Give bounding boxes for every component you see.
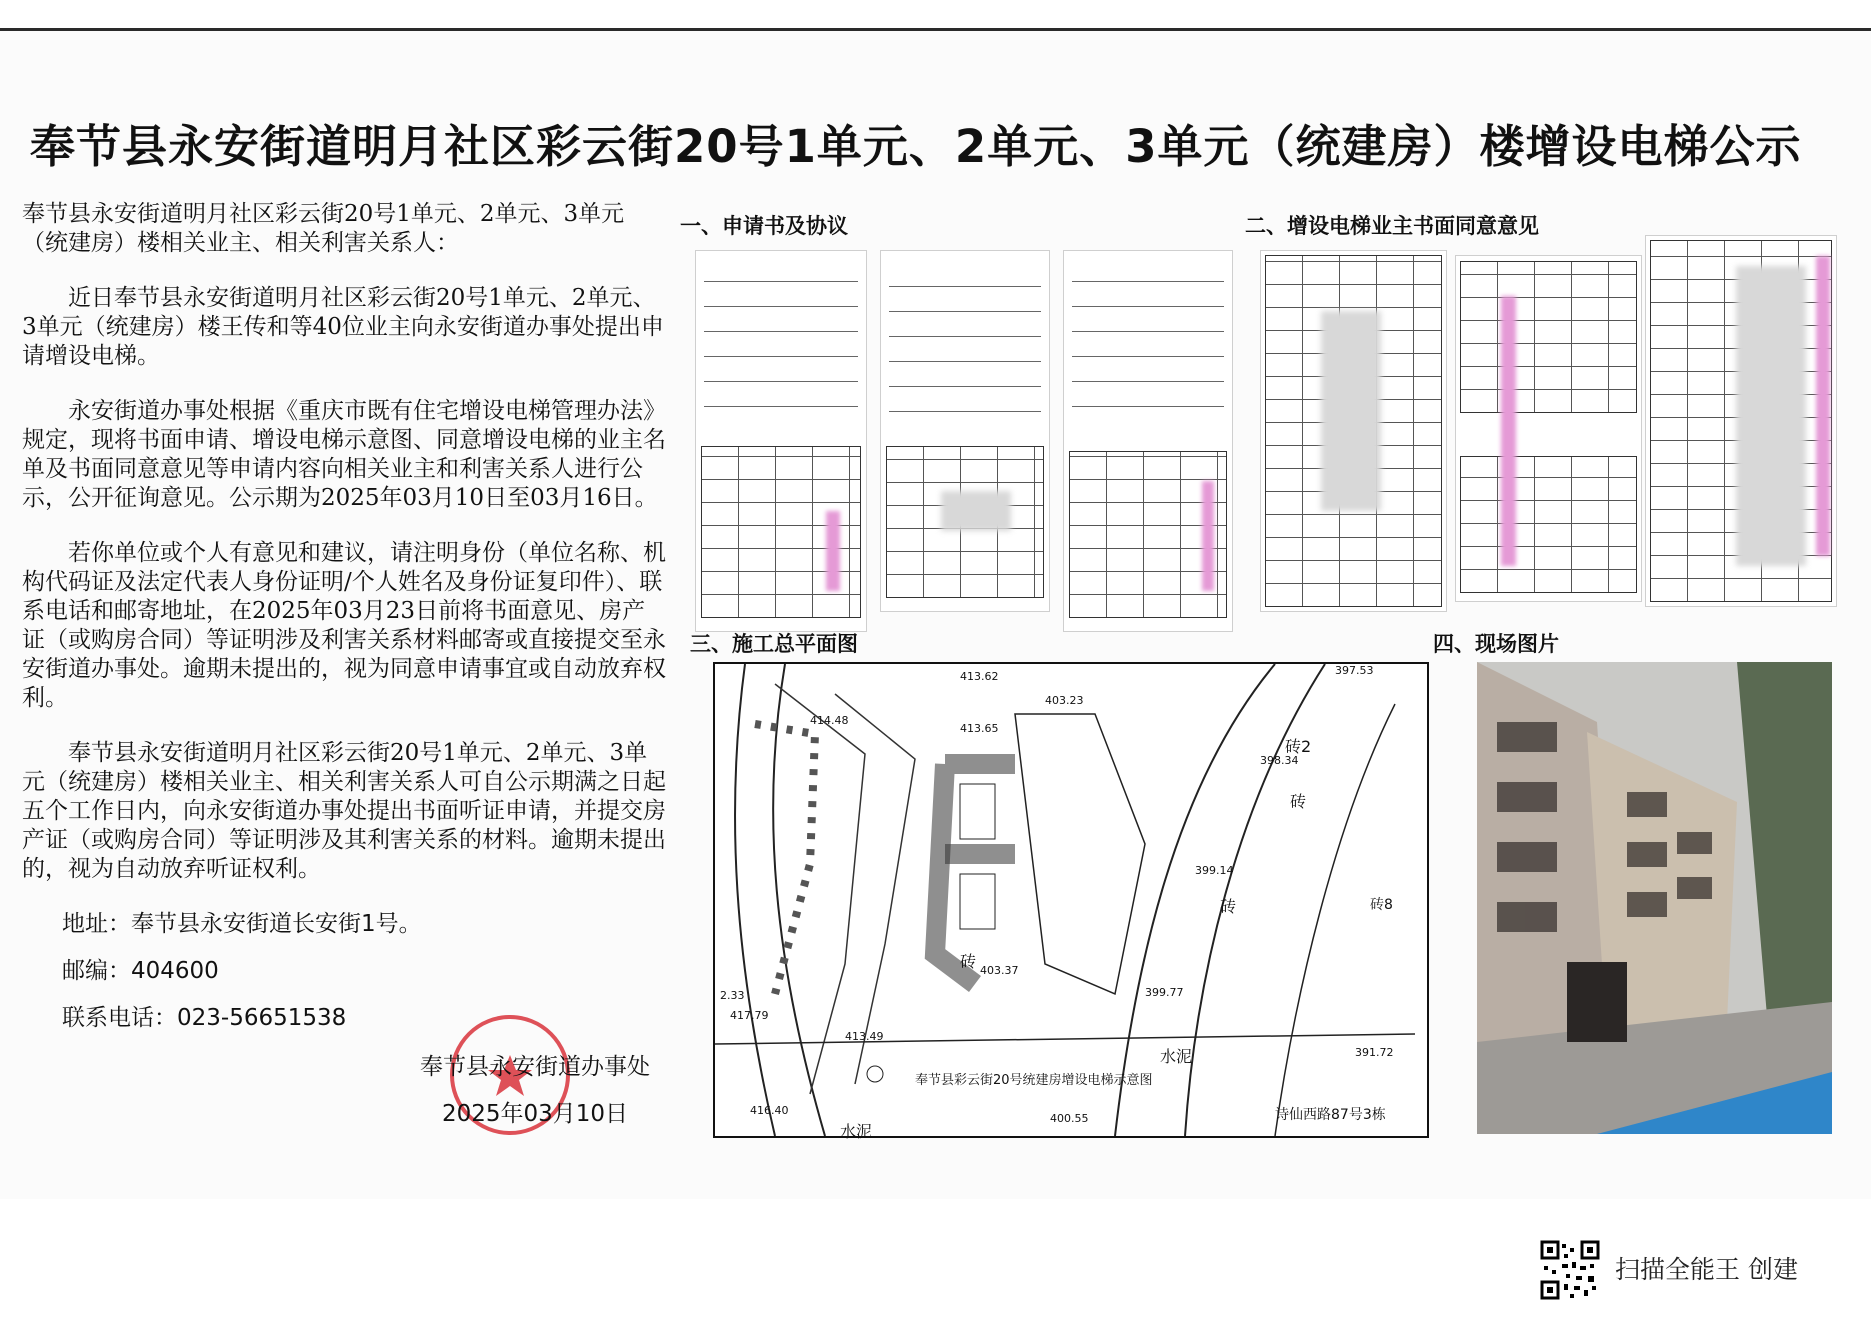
plan-elevation: 397.53: [1335, 664, 1374, 677]
section-title-consent: 二、增设电梯业主书面同意意见: [1245, 214, 1539, 238]
plan-material-label-2: 水泥: [840, 1122, 873, 1141]
section-title-site-photo: 四、现场图片: [1433, 632, 1559, 656]
plan-road-label: 诗仙西路87号3栋: [1275, 1107, 1386, 1123]
application-page-3: [1063, 250, 1233, 632]
plan-elevation: 417.79: [730, 1009, 769, 1022]
plan-elevation: 403.23: [1045, 694, 1084, 707]
plan-elevation: 413.65: [960, 722, 999, 735]
qr-code-icon: [1540, 1240, 1600, 1300]
section-title-site-plan: 三、施工总平面图: [690, 632, 858, 656]
application-page-1: [695, 250, 867, 632]
notice-paragraph-2: 永安街道办事处根据《重庆市既有住宅增设电梯管理办法》规定，现将书面申请、增设电梯示意图、同意增设电梯的业主名单及书面同意意见等申请内容向相关业主和利害关系人进行公示，公开征询意见。公示期为2025年03月10日至03月16日。: [22, 398, 666, 511]
plan-caption: 奉节县彩云街20号统建房增设电梯示意图: [915, 1073, 1153, 1088]
notice-salutation: 奉节县永安街道明月社区彩云街20号1单元、2单元、3单元（统建房）楼相关业主、相关利害关系人：: [22, 201, 625, 256]
issuer-name: 奉节县永安街道办事处: [420, 1054, 650, 1080]
plan-elevation: 399.14: [1195, 864, 1234, 877]
plan-brick-label: 砖: [1220, 897, 1237, 916]
issue-date: 2025年03月10日: [441, 1101, 629, 1127]
plan-brick-label: 砖: [960, 952, 977, 971]
plan-brick-label: 砖: [1290, 792, 1307, 811]
notice-paragraph-1: 近日奉节县永安街道明月社区彩云街20号1单元、2单元、3单元（统建房）楼王传和等40位业主向永安街道办事处提出申请增设电梯。: [22, 285, 664, 369]
consent-page-3: [1645, 235, 1837, 607]
scanner-watermark: [1540, 1240, 1798, 1296]
plan-elevation: 391.72: [1355, 1046, 1394, 1059]
plan-brick-label: 砖2: [1285, 737, 1312, 756]
plan-elevation: 413.62: [960, 670, 999, 683]
plan-elevation: 403.37: [980, 964, 1019, 977]
plan-elevation: 413.49: [845, 1030, 884, 1043]
site-plan-drawing: [713, 662, 1429, 1141]
notice-body: [22, 200, 667, 1051]
plan-elevation: 2.33: [720, 989, 745, 1002]
scanner-watermark-text: 扫描全能王 创建: [1615, 1255, 1798, 1284]
site-photo-illustration: [1477, 662, 1832, 1134]
plan-elevation: 400.55: [1050, 1112, 1089, 1125]
contact-postcode: 邮编：404600: [62, 958, 219, 984]
application-page-2: [880, 250, 1050, 612]
contact-address: 地址：奉节县永安街道长安街1号。: [62, 911, 422, 937]
plan-elevation: 414.48: [810, 714, 849, 727]
contact-phone: 联系电话：023-56651538: [62, 1005, 347, 1031]
site-photo: [1477, 662, 1832, 1134]
notice-paragraph-3: 若你单位或个人有意见和建议，请注明身份（单位名称、机构代码证及法定代表人身份证明/个人姓名及身份证复印件）、联系电话和邮寄地址，在2025年03月23日前将书面意见、房产证（或购房合同）等证明涉及利害关系材料邮寄或直接提交至永安街道办事处。逾期未提出的，视为同意申请事宜或自动放弃权利。: [22, 540, 666, 711]
section-title-application: 一、申请书及协议: [680, 214, 848, 238]
site-plan-lines: [715, 664, 1427, 1136]
plan-elevation: 399.77: [1145, 986, 1184, 999]
notice-paragraph-4: 奉节县永安街道明月社区彩云街20号1单元、2单元、3单元（统建房）楼相关业主、相关利害关系人可自公示期满之日起五个工作日内，向永安街道办事处提出书面听证申请，并提交房产证（或购房合同）等证明涉及其利害关系的材料。逾期未提出的，视为自动放弃听证权利。: [22, 740, 666, 882]
consent-page-1: [1260, 250, 1447, 612]
page-title: 奉节县永安街道明月社区彩云街20号1单元、2单元、3单元（统建房）楼增设电梯公示: [30, 120, 1802, 173]
consent-page-2: [1455, 255, 1642, 602]
plan-elevation: 398.34: [1260, 754, 1299, 767]
plan-brick-label: 砖8: [1370, 897, 1393, 913]
plan-elevation: 416.40: [750, 1104, 789, 1117]
plan-material-label-1: 水泥: [1160, 1047, 1193, 1066]
